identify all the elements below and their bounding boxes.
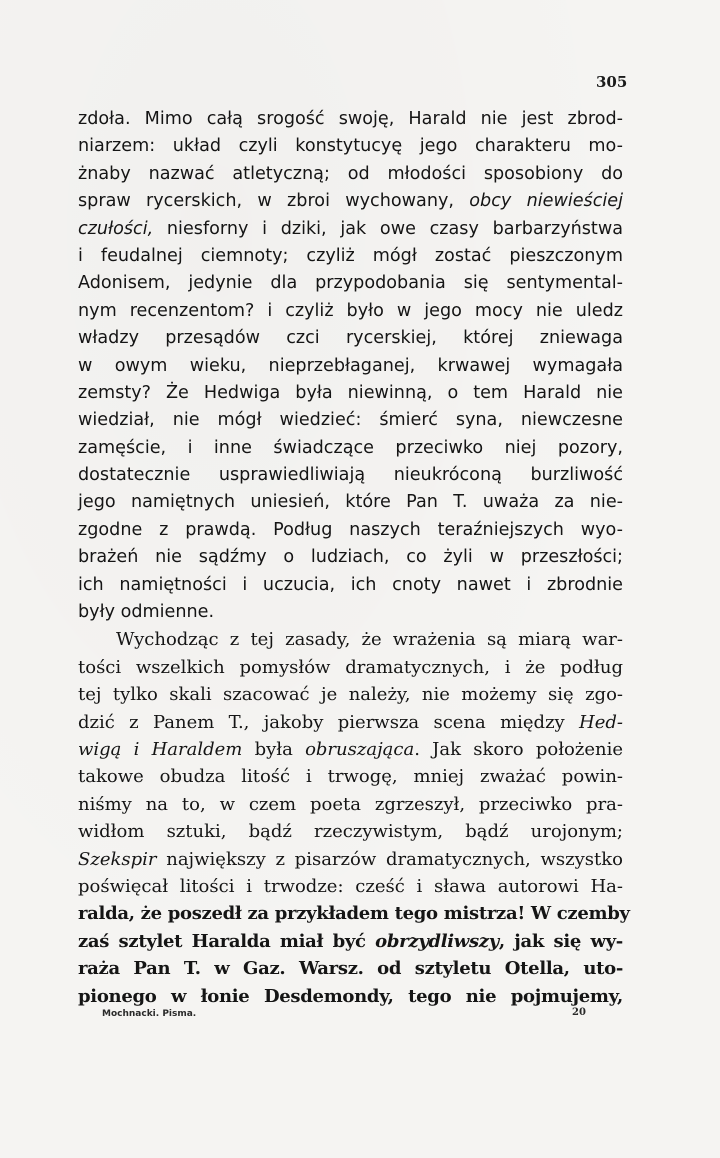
sheet-number: 20 [572,1007,586,1018]
text-line: niarzem: układ czyli konstytucyę jego charakteru mo- [78,136,623,157]
text-line: niśmy na to, w czem poeta zgrzeszył, przeciwko pra- [78,793,623,815]
text-run: spraw rycerskich, w zbroi wychowany, [78,191,470,212]
text-run: , jak się wy- [498,930,623,952]
text-line: ich namiętności i uczucia, ich cnoty nawet i zbrodnie [78,574,623,595]
text-line [78,709,623,736]
text-line: Adonisem, jedynie dla przypodobania się sentymental- [78,273,623,294]
text-line: jego namiętnych uniesień, które Pan T. uważa za nie- [78,492,623,513]
text-line: poświęcał litości i trwodze: cześć i sława autorowi Ha- [78,875,623,897]
text-run: była [242,738,306,760]
text-line: pionego w łonie Desdemondy, tego nie pojmujemy, [78,985,623,1007]
text-line: były odmienne. [78,602,215,623]
text-run: największy z pisarzów dramatycznych, wszystko [156,848,623,870]
text-line: dostatecznie usprawiedliwiają nieukróconą burzliwość [78,465,623,486]
text-line: brażeń nie sądźmy o ludziach, co żyli w przeszłości; [78,547,623,568]
text-line [78,736,623,763]
text-line: zamęście, i inne świadczące przeciwko niej pozory, [78,437,623,458]
text-line [78,216,623,243]
text-run: . Jak skoro położenie [414,738,624,760]
text-line [78,846,623,873]
text-run: dzić z Panem T., jakoby pierwsza scena między [78,711,580,733]
italic-phrase: czułości, [78,218,154,239]
text-run: zaś sztylet Haralda miał być [78,930,376,952]
text-line: tości wszelkich pomysłów dramatycznych, i że podług [78,656,623,678]
text-run: niesforny i dziki, jak owe czasy barbarzyństwa [153,218,623,239]
text-line: ralda, że poszedł za przykładem tego mistrza! W czemby [78,903,630,925]
italic-phrase: obruszająca [305,738,415,760]
signature-mark: Mochnacki. Pisma. [102,1009,197,1019]
text-line: władzy przesądów czci rycerskiej, której zniewaga [78,328,623,349]
text-line: zgodne z prawdą. Podług naszych teraźniejszych wyo- [78,519,623,540]
text-line: widłom sztuki, bądź rzeczywistym, bądź urojonym; [78,821,623,843]
text-line: Wychodząc z tej zasady, że wrażenia są miarą war- [116,629,623,651]
text-line: tej tylko skali szacować je należy, nie możemy się zgo- [78,684,623,706]
text-line [78,928,623,955]
italic-phrase: Szekspir [78,848,157,870]
text-line: żnaby nazwać atletyczną; od młodości sposobiony do [78,163,623,184]
italic-phrase: obrzydliwszy [375,930,499,952]
italic-phrase: wigą i Haraldem [78,738,243,760]
text-line: i feudalnej ciemnoty; czyliż mógł zostać pieszczonym [78,245,623,266]
text-line: raża Pan T. w Gaz. Warsz. od sztyletu Otella, uto- [78,958,623,980]
body-text [78,106,630,1010]
text-line: takowe obudza litość i trwogę, mniej zważać powin- [78,766,623,788]
italic-phrase: Hed- [579,711,623,733]
text-line: zdoła. Mimo całą srogość swoję, Harald nie jest zbrod- [78,109,623,129]
text-line: zemsty? Że Hedwiga była niewinną, o tem Harald nie [78,382,623,403]
text-line [78,188,623,215]
page-number: 305 [596,73,628,91]
text-line: wiedział, nie mógł wiedzieć: śmierć syna, niewczesne [78,410,623,431]
text-line: w owym wieku, nieprzebłaganej, krwawej wymagała [78,355,623,376]
text-line: nym recenzentom? i czyliż było w jego mocy nie uledz [78,300,623,321]
italic-phrase: obcy niewieściej [469,191,624,212]
